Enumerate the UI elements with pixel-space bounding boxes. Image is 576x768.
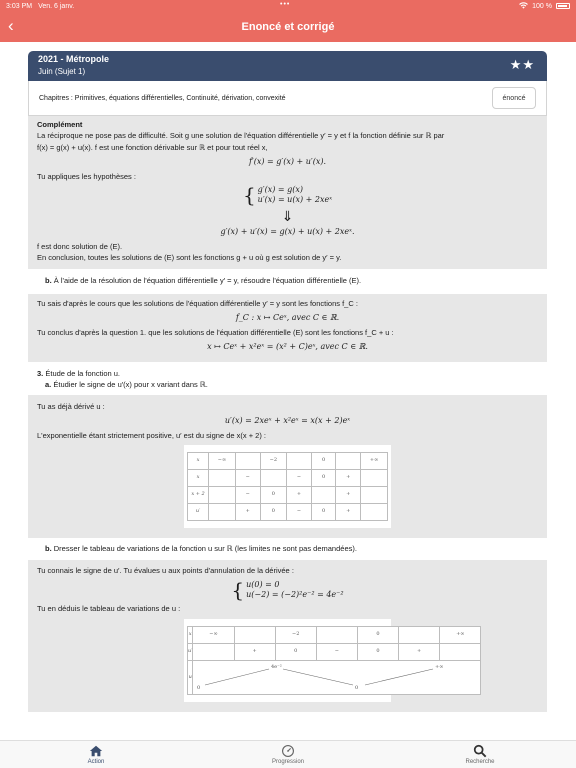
sign-table-cell: x (188, 453, 209, 470)
exam-subtitle: Juin (Sujet 1) (38, 67, 86, 76)
variation-table-row (188, 626, 481, 643)
question-3b-label: b. (45, 544, 52, 554)
sign-table-cell: 0 (311, 470, 335, 487)
variation-table-cell: −2 (275, 626, 316, 643)
sign-table-cell: 0 (260, 487, 286, 504)
chapters-text: Chapitres : Primitives, équations différentielles, Continuité, dérivation, convexité (39, 94, 286, 102)
complement-p1: La réciproque ne pose pas de difficulté. Soit g une solution de l'équation différentielle y′ = y et f la fonction définie sur ℝ par (37, 131, 445, 141)
sign-table-cell: x (188, 470, 209, 487)
nav-bar (0, 12, 576, 42)
exam-title: 2021 - Métropole (38, 54, 110, 64)
system-line-2: u(−2) = (−2)²e⁻² = 4e⁻² (246, 589, 344, 599)
variation-table-wrap (184, 619, 465, 703)
answer-3a-eq: u′(x) = 2xeˣ + x²eˣ = x(x + 2)eˣ (224, 415, 351, 425)
sign-table-cell (209, 504, 236, 521)
answer-3a-block (28, 395, 547, 539)
increase-arrow (365, 669, 433, 685)
tab-recherche-label: Recherche (465, 759, 495, 765)
sign-table-row (188, 453, 388, 470)
implies-arrow-icon: ⇓ (281, 207, 294, 224)
variation-table-row (188, 660, 481, 695)
question-3a-label: a. (45, 380, 52, 390)
variation-arrows (193, 661, 480, 691)
answer-3b-p1: Tu connais le signe de u′. Tu évalues u aux points d'annulation de la dérivée : (37, 566, 294, 576)
variation-table-cell: 0 (357, 626, 398, 643)
sign-table-cell: +∞ (361, 453, 388, 470)
sign-table-cell: 0 (311, 453, 335, 470)
sign-table-cell: + (235, 504, 260, 521)
page-title: Enoncé et corrigé (241, 21, 335, 33)
variation-table-cell (440, 643, 481, 660)
answer-3b-block (28, 560, 547, 712)
variation-table-cell: 0 (357, 643, 398, 660)
status-bar (0, 0, 576, 12)
back-chevron-icon[interactable]: ‹ (8, 16, 14, 35)
sign-table-cell: + (336, 470, 361, 487)
variation-table-cell: +∞ (440, 626, 481, 643)
complement-eq2: g′(x) + u′(x) = g(x) + u(x) + 2xeˣ. (220, 226, 355, 236)
status-time: 3:03 PM (6, 2, 33, 10)
sign-table-cell (361, 504, 388, 521)
decrease-arrow (283, 669, 353, 685)
complement-block (28, 116, 547, 269)
sign-table-row (188, 470, 388, 487)
system-line-1: g′(x) = g(x) (257, 185, 304, 194)
sign-table-cell: 0 (260, 504, 286, 521)
question-3a-text: Étudier le signe de u′(x) pour x variant dans ℝ. (53, 380, 208, 390)
tab-progression-label: Progression (271, 759, 304, 765)
sign-table-row (188, 504, 388, 521)
sign-table (187, 452, 388, 521)
battery-percent: 100 % (532, 2, 552, 10)
chapters-row (28, 81, 547, 116)
variation-table-cell (234, 626, 275, 643)
question-label: b. (45, 276, 52, 286)
answer-3b-system (37, 577, 538, 602)
content-scroll[interactable] (28, 51, 547, 741)
increase-arrow (205, 669, 269, 685)
gauge-icon (281, 744, 295, 758)
sign-table-cell: − (287, 470, 312, 487)
sign-table-cell: + (336, 504, 361, 521)
variation-table-cell: −∞ (193, 626, 234, 643)
answer-p1: Tu sais d'après le cours que les solutions de l'équation différentielle y′ = y sont les fonctions f_C : (37, 298, 358, 308)
question-3-label: 3. (37, 369, 44, 379)
variation-table-cell: x (188, 626, 193, 643)
battery-icon (556, 3, 570, 9)
variation-table-cell (399, 626, 440, 643)
question-3b (28, 538, 547, 560)
tab-progression[interactable] (192, 741, 384, 768)
sign-table-cell (235, 453, 260, 470)
search-icon (473, 744, 487, 758)
multitask-dots[interactable]: ••• (280, 1, 291, 8)
tab-action[interactable] (0, 741, 192, 768)
status-date: Ven. 6 janv. (38, 2, 75, 10)
tab-bar (0, 740, 576, 768)
answer-3b-p2: Tu en déduis le tableau de variations de u : (37, 604, 181, 614)
tab-action-label: Action (87, 759, 105, 765)
variation-table-cell (316, 626, 357, 643)
sign-table-wrap (184, 445, 391, 528)
sign-table-cell: x + 2 (188, 487, 209, 504)
sign-table-cell: − (287, 504, 312, 521)
u-value-2: 0 (355, 684, 359, 691)
complement-p1b: f(x) = g(x) + u(x). f est une fonction dérivable sur ℝ et pour tout réel x, (37, 142, 268, 152)
answer-p2: Tu conclus d'après la question 1. que les solutions de l'équation différentielle (E) sont les fonctions f_C + u : (37, 327, 394, 337)
answer-3a-p1: Tu as déjà dérivé u : (37, 401, 105, 411)
complement-heading: Complément (37, 120, 83, 129)
u-value-3: +∞ (435, 663, 444, 670)
sign-table-cell (336, 453, 361, 470)
sign-table-cell: −∞ (209, 453, 236, 470)
system-line-1: u(0) = 0 (246, 579, 280, 589)
sign-table-cell (287, 453, 312, 470)
question-3 (28, 362, 547, 395)
sign-table-row (188, 487, 388, 504)
sign-table-cell: + (336, 487, 361, 504)
complement-eq1: f′(x) = g′(x) + u′(x). (248, 156, 327, 166)
sign-table-cell: 0 (311, 504, 335, 521)
sign-table-cell: − (235, 487, 260, 504)
brace: { (231, 577, 245, 602)
brace: { (242, 183, 256, 207)
exam-card-header (28, 51, 547, 81)
variation-table-cell: + (234, 643, 275, 660)
variation-arrows-cell (193, 660, 481, 695)
variation-table-cell: u (188, 660, 193, 695)
question-3b-text: Dresser le tableau de variations de la fonction u sur ℝ (les limites ne sont pas demandées). (53, 544, 357, 554)
sign-table-cell (361, 470, 388, 487)
variation-table-cell: 0 (275, 643, 316, 660)
variation-table (187, 626, 481, 696)
question-text: À l'aide de la résolution de l'équation différentielle y′ = y, résoudre l'équation différentielle (E). (53, 276, 362, 286)
sign-table-cell: − (235, 470, 260, 487)
tab-recherche[interactable] (384, 741, 576, 768)
home-icon (89, 744, 103, 758)
complement-system (37, 185, 538, 206)
u-value-1: 4e⁻² (271, 663, 283, 670)
difficulty-stars-icon: ★★ (509, 57, 535, 72)
sign-table-cell (260, 470, 286, 487)
question-2b (28, 269, 547, 293)
sign-table-cell: + (287, 487, 312, 504)
variation-table-cell (193, 643, 234, 660)
variation-table-cell: + (399, 643, 440, 660)
sign-table-cell (361, 487, 388, 504)
answer-2b-block (28, 294, 547, 363)
wifi-icon (519, 2, 528, 11)
question-3-text: Étude de la fonction u. (45, 369, 120, 379)
variation-table-row (188, 643, 481, 660)
answer-eq1: f_C : x ↦ Ceˣ, avec C ∈ ℝ. (235, 312, 340, 322)
sign-table-cell: −2 (260, 453, 286, 470)
complement-p2: Tu appliques les hypothèses : (37, 171, 136, 181)
sign-table-cell (209, 487, 236, 504)
u-value-0: 0 (197, 684, 201, 691)
sign-table-cell: u′ (188, 504, 209, 521)
complement-p4: En conclusion, toutes les solutions de (E) sont les fonctions g + u où g est solution de y′ = y. (37, 253, 342, 263)
system-line-2: u′(x) = u(x) + 2xeˣ (257, 195, 333, 205)
sign-table-cell (311, 487, 335, 504)
complement-p3: f est donc solution de (E). (37, 241, 123, 251)
variation-table-cell: − (316, 643, 357, 660)
answer-eq2: x ↦ Ceˣ + x²eˣ = (x² + C)eˣ, avec C ∈ ℝ. (207, 342, 368, 352)
answer-3a-p2: L'exponentielle étant strictement positive, u′ est du signe de x(x + 2) : (37, 430, 267, 440)
enonce-button[interactable]: énoncé (492, 87, 536, 109)
sign-table-cell (209, 470, 236, 487)
variation-table-cell: u′ (188, 643, 193, 660)
